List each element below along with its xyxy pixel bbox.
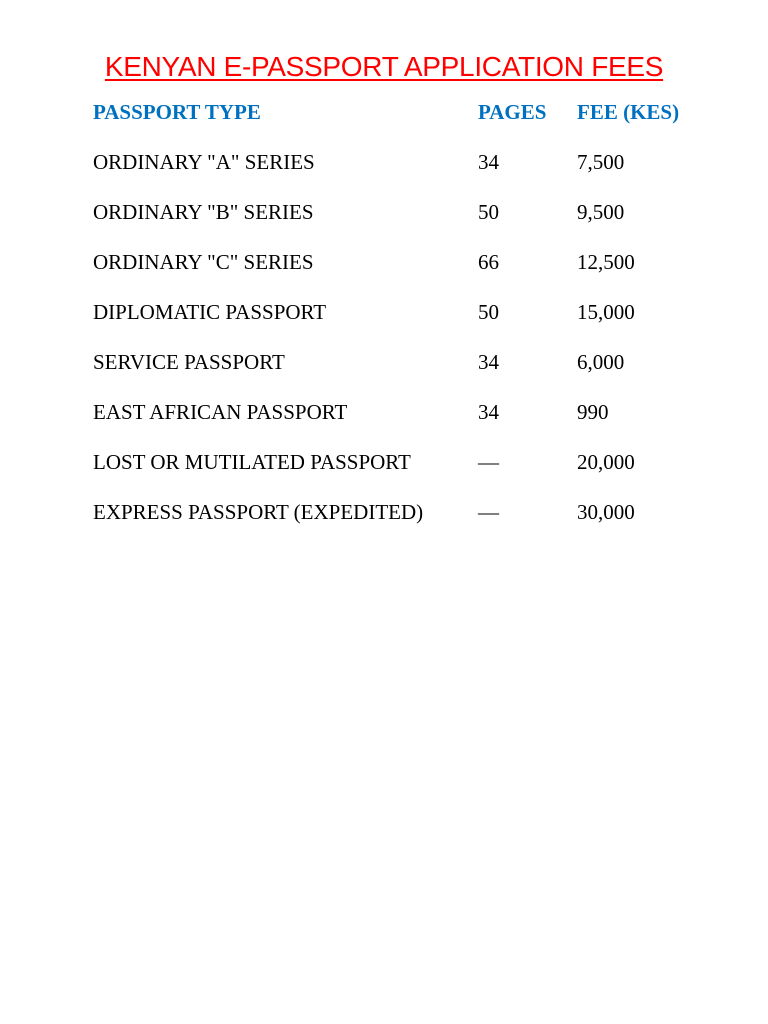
row-fee: 15,000 <box>577 300 635 324</box>
row-passport-type: DIPLOMATIC PASSPORT <box>93 300 327 324</box>
page-title: KENYAN E-PASSPORT APPLICATION FEES <box>104 51 664 82</box>
table-row <box>93 197 733 247</box>
table-row <box>93 297 733 347</box>
row-fee: 12,500 <box>577 250 635 274</box>
table-row <box>93 397 733 447</box>
table-row <box>93 247 733 297</box>
table-header-row <box>93 97 733 147</box>
row-pages: 50 <box>478 300 499 324</box>
row-pages: 34 <box>478 350 499 374</box>
row-fee: 6,000 <box>577 350 625 374</box>
row-pages: 34 <box>478 400 499 424</box>
row-passport-type: ORDINARY "C" SERIES <box>93 250 314 274</box>
table-row <box>93 347 733 397</box>
row-passport-type: EAST AFRICAN PASSPORT <box>93 400 348 424</box>
row-pages: — <box>478 450 499 474</box>
table-row <box>93 497 733 547</box>
header-fee: FEE (KES) <box>577 100 680 124</box>
row-fee: 30,000 <box>577 500 635 524</box>
table-row <box>93 447 733 497</box>
row-pages: 34 <box>478 150 499 174</box>
row-passport-type: ORDINARY "A" SERIES <box>93 150 315 174</box>
table-row <box>93 147 733 197</box>
row-pages: 66 <box>478 250 499 274</box>
row-pages: 50 <box>478 200 499 224</box>
header-passport-type: PASSPORT TYPE <box>93 100 261 124</box>
row-passport-type: ORDINARY "B" SERIES <box>93 200 314 224</box>
row-passport-type: LOST OR MUTILATED PASSPORT <box>93 450 411 474</box>
row-fee: 20,000 <box>577 450 635 474</box>
row-passport-type: SERVICE PASSPORT <box>93 350 285 374</box>
row-fee: 7,500 <box>577 150 625 174</box>
row-fee: 990 <box>577 400 609 424</box>
header-pages: PAGES <box>478 100 547 124</box>
row-passport-type: EXPRESS PASSPORT (EXPEDITED) <box>93 500 424 524</box>
row-pages: — <box>478 500 499 524</box>
row-fee: 9,500 <box>577 200 625 224</box>
fees-table <box>93 97 733 547</box>
